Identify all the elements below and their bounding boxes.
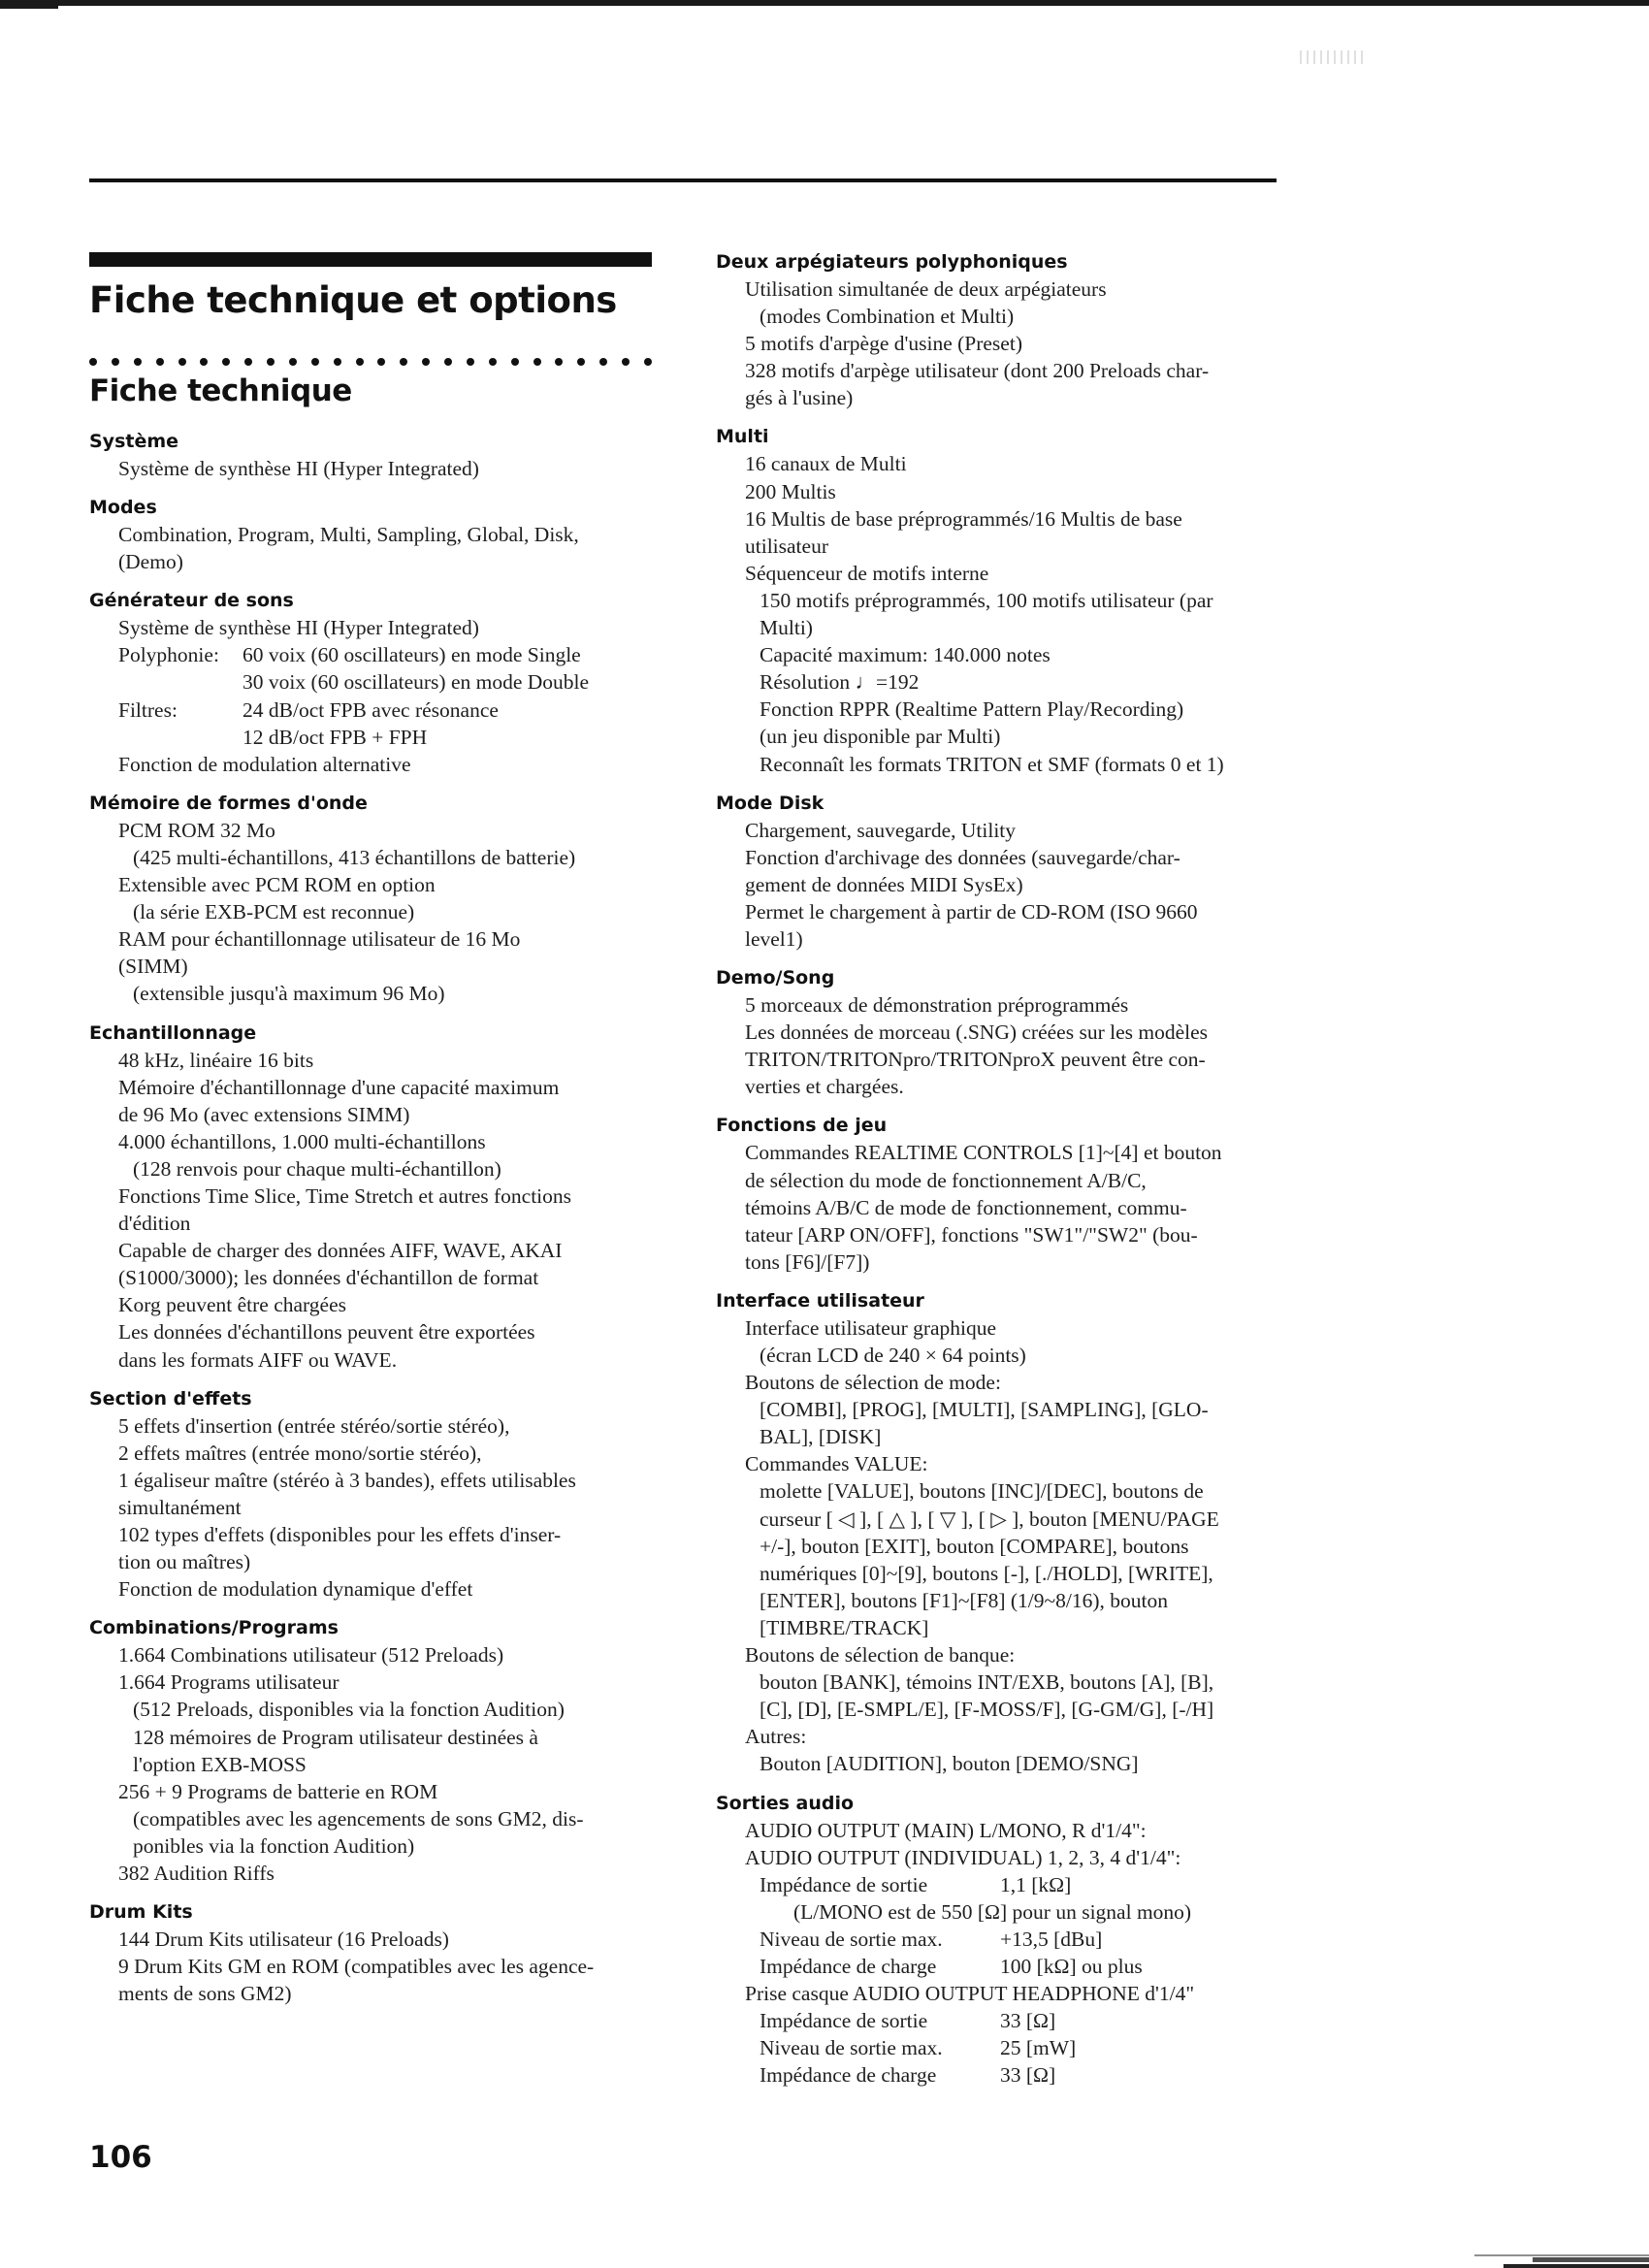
spec-line: Prise casque AUDIO OUTPUT HEADPHONE d'1/4" [745,1982,1195,2006]
spec-line: Commandes VALUE: [745,1452,928,1476]
spec-block [716,423,1298,777]
spec-line: 9 Drum Kits GM en ROM (compatibles avec les agence- [118,1955,595,1979]
left-spec-list [89,428,671,2007]
spec-line: 2 effets maîtres (entrée mono/sortie stéréo), [118,1441,482,1465]
spec-line: Reconnaît les formats TRITON et SMF (formats 0 et 1) [760,752,1224,776]
spec-heading: Mémoire de formes d'onde [89,792,368,814]
spec-key-value [89,697,671,724]
spec-line: bouton [BANK], témoins INT/EXB, boutons [A], [B], [760,1670,1214,1695]
spec-line: Fonction de modulation alternative [118,752,411,776]
spec-key-value [716,2034,1298,2061]
spec-line: Les données d'échantillons peuvent être exportées [118,1320,535,1345]
spec-line: dans les formats AIFF ou WAVE. [118,1347,398,1372]
spec-line: 150 motifs préprogrammés, 100 motifs utilisateur (par [760,588,1213,612]
spec-heading: Deux arpégiateurs polyphoniques [716,251,1068,273]
section-dot [555,358,563,366]
spec-line: Autres: [745,1725,807,1749]
section-dot [178,358,186,366]
spec-line: AUDIO OUTPUT (MAIN) L/MONO, R d'1/4": [745,1818,1147,1842]
spec-line: level1) [745,926,803,951]
spec-line: 200 Multis [745,479,836,503]
spec-key-value [716,1953,1298,1980]
spec-block [716,1287,1298,1778]
spec-block [716,790,1298,953]
spec-line: Commandes REALTIME CONTROLS [1]~[4] et bouton [745,1141,1222,1165]
spec-heading: Drum Kits [89,1901,193,1924]
scan-top-edge [0,0,1649,6]
spec-line: Boutons de sélection de mode: [745,1371,1001,1395]
spec-line: (128 renvois pour chaque multi-échantillon) [133,1156,501,1181]
spec-line: témoins A/B/C de mode de fonctionnement, commu- [745,1195,1187,1219]
spec-line: (la série EXB-PCM est reconnue) [133,900,415,924]
spec-line: (un jeu disponible par Multi) [760,725,1001,749]
spec-line: +/-], bouton [EXIT], bouton [COMPARE], boutons [760,1534,1189,1558]
section-dot [156,358,164,366]
section-dot [222,358,230,366]
section-dot [311,358,319,366]
spec-line: molette [VALUE], boutons [INC]/[DEC], boutons de [760,1479,1204,1504]
spec-line: TRITON/TRITONpro/TRITONproX peuvent être con- [745,1048,1206,1072]
chapter-title: Fiche technique et options [89,279,617,321]
spec-line: (S1000/3000); les données d'échantillon de format [118,1266,539,1290]
spec-line: (Demo) [118,550,183,574]
spec-line: 144 Drum Kits utilisateur (16 Preloads) [118,1928,449,1952]
spec-line: verties et chargées. [745,1075,904,1099]
spec-line: [C], [D], [E-SMPL/E], [F-MOSS/F], [G-GM/G], [-/H] [760,1698,1214,1722]
spec-line: tateur [ARP ON/OFF], fonctions "SW1"/"SW2" (bou- [745,1222,1198,1247]
spec-line: Interface utilisateur graphique [745,1315,997,1340]
spec-line: 1.664 Combinations utilisateur (512 Preloads) [118,1643,504,1668]
spec-key: Impédance de sortie [760,1872,928,1896]
spec-key: Impédance de sortie [760,2009,928,2033]
spec-heading: Modes [89,497,157,519]
spec-line: 48 kHz, linéaire 16 bits [118,1048,314,1072]
spec-line: Korg peuvent être chargées [118,1293,347,1317]
spec-line: 1 égaliseur maître (stéréo à 3 bandes), effets utilisables [118,1468,576,1492]
section-dot [377,358,385,366]
section-dot [422,358,430,366]
spec-line: Chargement, sauvegarde, Utility [745,818,1017,842]
spec-line: tion ou maîtres) [118,1550,251,1574]
section-title: Fiche technique [89,373,352,408]
spec-value: 100 [kΩ] ou plus [1000,1954,1143,1978]
header-rule [89,178,1277,182]
spec-key: Impédance de charge [760,2063,937,2088]
spec-line: 128 mémoires de Program utilisateur destinées à [133,1725,538,1749]
section-dot [534,358,541,366]
spec-key-value [89,724,671,751]
spec-key-value [716,2007,1298,2034]
spec-block [716,1112,1298,1275]
spec-line: utilisateur [745,534,828,558]
section-dot [599,358,607,366]
section-dot [622,358,630,366]
spec-key-value [716,1926,1298,1953]
spec-key-value [89,641,671,668]
spec-line: curseur [ ◁ ], [ △ ], [ ▽ ], [ ▷ ], bouton [MENU/PAGE [760,1507,1219,1531]
spec-block [89,1614,671,1887]
right-column [716,248,1298,2089]
spec-line: 16 canaux de Multi [745,452,907,476]
spec-line: 5 motifs d'arpège d'usine (Preset) [745,332,1022,356]
spec-line: 16 Multis de base préprogrammés/16 Multis de base [745,506,1182,531]
spec-line: Permet le chargement à partir de CD-ROM (ISO 9660 [745,899,1198,923]
spec-line: 1.664 Programs utilisateur [118,1670,340,1695]
spec-block [89,1898,671,2007]
spec-line: tons [F6]/[F7]) [745,1249,870,1274]
spec-line: 102 types d'effets (disponibles pour les effets d'inser- [118,1523,562,1546]
spec-line: 328 motifs d'arpège utilisateur (dont 200 Preloads char- [745,359,1210,383]
right-spec-list [716,248,1298,2089]
spec-block [89,428,671,482]
spec-line: gés à l'usine) [745,386,854,410]
spec-line: (425 multi-échantillons, 413 échantillons de batterie) [133,845,576,869]
spec-key-value [89,668,671,696]
spec-heading: Interface utilisateur [716,1289,924,1312]
spec-line: Fonction RPPR (Realtime Pattern Play/Recording) [760,697,1184,722]
spec-block [89,790,671,1008]
spec-heading: Combinations/Programs [89,1617,339,1639]
spec-line: 382 Audition Riffs [118,1862,275,1886]
spec-value: 30 voix (60 oscillateurs) en mode Double [242,670,590,695]
spec-line: de 96 Mo (avec extensions SIMM) [118,1102,410,1126]
section-dot [644,358,652,366]
spec-line: Extensible avec PCM ROM en option [118,873,436,897]
spec-value: 33 [Ω] [1000,2063,1056,2088]
spec-value: 1,1 [kΩ] [1000,1872,1072,1896]
section-dot [356,358,364,366]
spec-heading: Multi [716,426,769,448]
spec-line: ments de sons GM2) [118,1982,292,2006]
spec-line: [ENTER], boutons [F1]~[F8] (1/9~8/16), bouton [760,1588,1168,1612]
spec-line: Capacité maximum: 140.000 notes [760,643,1051,667]
spec-heading: Demo/Song [716,967,835,989]
spec-block [89,1020,671,1374]
spec-line: 5 morceaux de démonstration préprogrammés [745,993,1129,1018]
section-dot [489,358,497,366]
spec-block [716,1790,1298,2090]
spec-line: Bouton [AUDITION], bouton [DEMO/SNG] [760,1752,1139,1776]
spec-line: (modes Combination et Multi) [760,305,1015,329]
spec-line: Fonctions Time Slice, Time Stretch et autres fonctions [118,1183,572,1208]
spec-value: +13,5 [dBu] [1000,1927,1103,1951]
spec-heading: Système [89,431,179,452]
section-dot [334,358,341,366]
spec-line: Fonction de modulation dynamique d'effet [118,1577,473,1602]
section-dot [244,358,252,366]
spec-line: numériques [0]~[9], boutons [-], [./HOLD], [WRITE], [760,1561,1213,1585]
spec-block [716,964,1298,1100]
spec-heading: Fonctions de jeu [716,1115,888,1137]
spec-block [89,494,671,575]
spec-line: Utilisation simultanée de deux arpégiateurs [745,277,1107,301]
spec-line: (SIMM) [118,955,188,979]
chapter-title-bar [89,252,652,267]
spec-line: gement de données MIDI SysEx) [745,872,1023,896]
spec-value: 12 dB/oct FPB + FPH [242,725,428,749]
spec-line: simultanément [118,1495,242,1519]
spec-block [89,1385,671,1604]
spec-line: Système de synthèse HI (Hyper Integrated) [118,457,479,480]
spec-block [89,587,671,778]
section-dot [112,358,119,366]
spec-line: ponibles via la fonction Audition) [133,1833,415,1858]
spec-line: (L/MONO est de 550 [Ω] pour un signal mono) [793,1899,1192,1924]
spec-line: d'édition [118,1212,191,1236]
spec-key: Filtres: [118,697,178,722]
page-number: 106 [89,2140,152,2175]
spec-line: (écran LCD de 240 × 64 points) [760,1344,1026,1367]
spec-block [716,248,1298,411]
spec-line: 256 + 9 Programs de batterie en ROM [118,1779,438,1803]
spec-line: Résolution ♩=192 [760,670,920,695]
spec-key-value [716,1871,1298,1898]
section-dot [200,358,208,366]
spec-heading: Générateur de sons [89,590,294,612]
spec-line: (extensible jusqu'à maximum 96 Mo) [133,982,445,1006]
spec-line: l'option EXB-MOSS [133,1752,307,1776]
section-dot [511,358,519,366]
spec-line: Combination, Program, Multi, Sampling, Global, Disk, [118,523,579,547]
scan-top-edge-mark [0,6,58,9]
spec-line: Multi) [760,616,813,640]
spec-line: (compatibles avec les agencements de sons GM2, dis- [133,1806,584,1831]
spec-value: 33 [Ω] [1000,2009,1056,2033]
spec-line: [TIMBRE/TRACK] [760,1615,929,1639]
spec-key-value [716,2061,1298,2089]
spec-value: 25 [mW] [1000,2036,1077,2060]
spec-key: Niveau de sortie max. [760,1927,943,1951]
spec-heading: Mode Disk [716,792,824,814]
scan-bottom-edge [1455,2190,1649,2268]
spec-value: 24 dB/oct FPB avec résonance [242,697,499,722]
spec-line: Fonction d'archivage des données (sauvegarde/char- [745,845,1180,869]
scan-artifact [1300,50,1368,64]
spec-line: Mémoire d'échantillonnage d'une capacité maximum [118,1075,560,1099]
spec-line: Capable de charger des données AIFF, WAVE, AKAI [118,1239,563,1263]
spec-line: Les données de morceau (.SNG) créées sur les modèles [745,1021,1209,1045]
spec-heading: Sorties audio [716,1792,855,1814]
spec-line: Séquenceur de motifs interne [745,561,989,585]
spec-line: BAL], [DISK] [760,1425,882,1449]
left-column [89,252,671,2007]
spec-line: de sélection du mode de fonctionnement A/B/C, [745,1168,1147,1192]
spec-line: Boutons de sélection de banque: [745,1643,1016,1668]
spec-key: Niveau de sortie max. [760,2036,943,2060]
spec-value: 60 voix (60 oscillateurs) en mode Single [242,643,581,667]
section-dot [134,358,142,366]
section-dot [289,358,297,366]
spec-line: 5 effets d'insertion (entrée stéréo/sortie stéréo), [118,1413,510,1438]
section-dot [577,358,585,366]
spec-line: 4.000 échantillons, 1.000 multi-échantillons [118,1129,486,1153]
spec-line: AUDIO OUTPUT (INDIVIDUAL) 1, 2, 3, 4 d'1/4": [745,1845,1181,1869]
spec-line: Système de synthèse HI (Hyper Integrated) [118,616,479,640]
spec-line: (512 Preloads, disponibles via la fonction Audition) [133,1698,565,1722]
section-dot [400,358,407,366]
spec-line: RAM pour échantillonnage utilisateur de 16 Mo [118,927,521,952]
section-dot [444,358,452,366]
section-dot-rule [89,358,652,366]
spec-key: Impédance de charge [760,1954,937,1978]
spec-heading: Echantillonnage [89,1021,257,1044]
spec-line: [COMBI], [PROG], [MULTI], [SAMPLING], [GLO- [760,1398,1209,1422]
section-dot [467,358,474,366]
spec-key: Polyphonie: [118,643,219,667]
section-dot [89,358,97,366]
spec-line: PCM ROM 32 Mo [118,818,275,842]
section-dot [267,358,275,366]
spec-heading: Section d'effets [89,1387,252,1409]
